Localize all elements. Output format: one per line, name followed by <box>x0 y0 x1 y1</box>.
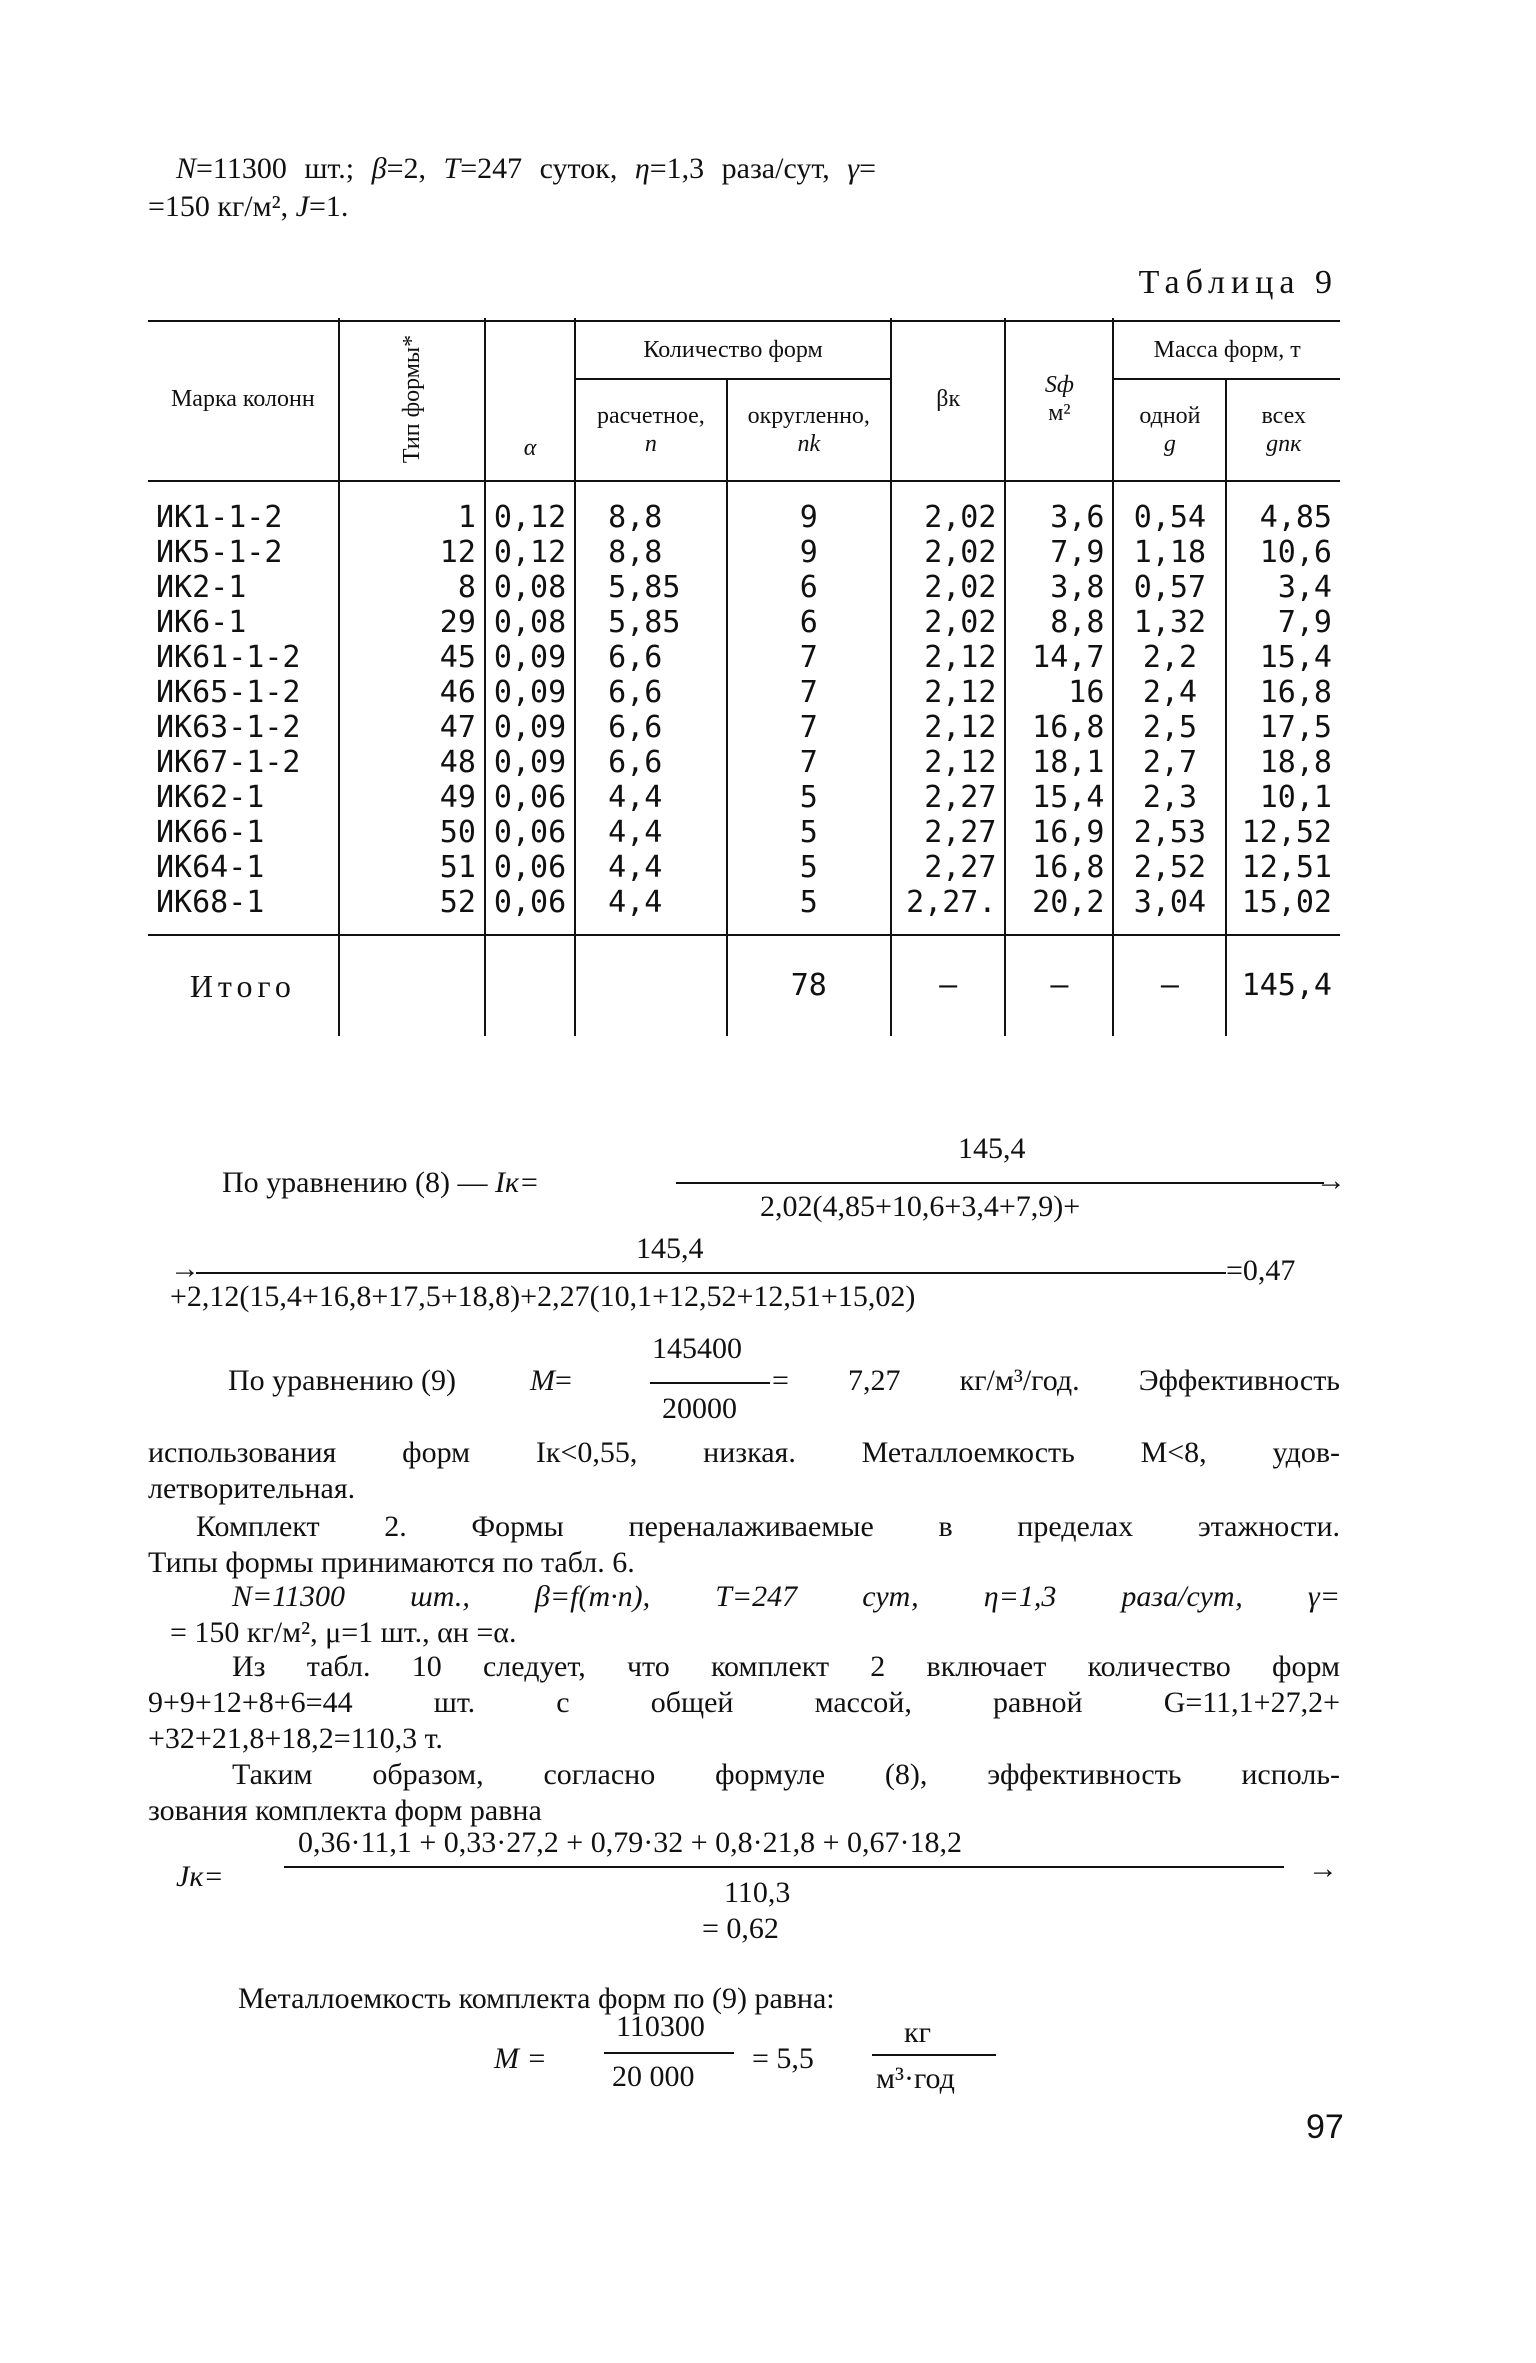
cell-s: 20,2 <box>1005 885 1113 920</box>
cell-all: 17,5 <box>1226 710 1340 745</box>
para2-line2: Типы формы принимаются по табл. 6. <box>148 1546 635 1579</box>
col-header-beta: βк <box>891 318 1005 481</box>
eq9-num: 145400 <box>652 1332 742 1365</box>
eq8-bar2 <box>196 1272 1226 1274</box>
cell-mark: ИК67-1-2 <box>156 745 301 780</box>
table-caption: Таблица 9 <box>1138 264 1338 301</box>
col-header-round <box>727 379 891 481</box>
eq8-den1: 2,02(4,85+10,6+3,4+7,9)+ <box>760 1190 1081 1223</box>
eqM-den: 20 000 <box>612 2060 695 2093</box>
eq8-num1: 145,4 <box>958 1132 1026 1165</box>
cell-one: 1,18 <box>1113 535 1226 570</box>
cell-alpha: 0,12 <box>485 535 575 570</box>
table-row <box>148 885 1340 920</box>
cell-beta: 2,12 <box>891 640 1005 675</box>
page-number: 97 <box>1306 2108 1344 2146</box>
para2-line1: Комплект 2. Формы переналаживаемые в пределах этажности. <box>196 1510 1340 1543</box>
cell-s: 8,8 <box>1005 605 1113 640</box>
cell-calc: 4,4 <box>575 780 726 815</box>
cell-s: 16 <box>1005 675 1113 710</box>
cell-round: 9 <box>727 535 891 570</box>
total-one: — <box>1113 935 1226 1036</box>
table-9 <box>148 318 1340 1036</box>
eqM-unit-num: кг <box>904 2016 931 2049</box>
cell-mark: ИК5-1-2 <box>156 535 283 570</box>
cell-round: 5 <box>727 885 891 920</box>
eq8-num2: 145,4 <box>636 1232 704 1265</box>
cell-round: 5 <box>727 815 891 850</box>
cell-calc: 6,6 <box>575 640 726 675</box>
col-header-round-sym: nk <box>797 431 821 457</box>
eqJ-lhs: Jк= <box>176 1860 224 1893</box>
cell-calc: 5,85 <box>575 605 726 640</box>
cell-calc: 5,85 <box>575 570 726 605</box>
para3-line1: Из табл. 10 следует, что комплект 2 включает количество форм <box>232 1650 1340 1683</box>
group-header-qty: Количество форм <box>575 318 891 379</box>
col-header-calc-label: расчетное, <box>596 403 705 429</box>
cell-one: 0,54 <box>1113 500 1226 535</box>
cell-mark: ИК66-1 <box>156 815 265 850</box>
table-row <box>148 500 1340 535</box>
cell-s: 16,8 <box>1005 850 1113 885</box>
col-header-all-label: всех <box>1261 403 1306 429</box>
eqM-unit-bar <box>872 2054 996 2056</box>
col-header-s-unit: м² <box>1048 400 1071 426</box>
table-row <box>148 850 1340 885</box>
cell-mark: ИК68-1 <box>156 885 265 920</box>
eqM-bar <box>604 2052 734 2054</box>
eqM-num: 110300 <box>616 2010 705 2043</box>
para4-line1: Таким образом, согласно формуле (8), эффективность исполь- <box>232 1758 1340 1791</box>
cell-one: 2,53 <box>1113 815 1226 850</box>
cell-mark: ИК1-1-2 <box>156 500 283 535</box>
eqM-unit-den: м³·год <box>876 2062 955 2095</box>
para3-line3: +32+21,8+18,2=110,3 т. <box>148 1722 443 1755</box>
col-header-all-sym: gnк <box>1266 431 1302 457</box>
intro-text: =11300 шт.; <box>196 152 372 185</box>
cell-type: 47 <box>339 710 485 745</box>
table-row <box>148 640 1340 675</box>
cell-alpha: 0,09 <box>485 675 575 710</box>
cell-alpha: 0,06 <box>485 815 575 850</box>
cell-alpha: 0,06 <box>485 780 575 815</box>
eqJ-arrow: → <box>1308 1852 1338 1885</box>
cell-all: 10,6 <box>1226 535 1340 570</box>
cell-one: 2,52 <box>1113 850 1226 885</box>
cell-s: 7,9 <box>1005 535 1113 570</box>
cell-all: 12,52 <box>1226 815 1340 850</box>
cell-type: 29 <box>339 605 485 640</box>
cell-round: 7 <box>727 745 891 780</box>
col-header-one-sym: g <box>1163 431 1176 457</box>
table-row <box>148 745 1340 780</box>
cell-type: 45 <box>339 640 485 675</box>
cell-mark: ИК64-1 <box>156 850 265 885</box>
cell-alpha: 0,06 <box>485 850 575 885</box>
cell-all: 7,9 <box>1226 605 1340 640</box>
eq8-prefix <box>222 1166 539 1200</box>
cell-s: 16,9 <box>1005 815 1113 850</box>
eq8-lhs: Iк= <box>495 1166 540 1199</box>
cell-s: 15,4 <box>1005 780 1113 815</box>
table-row <box>148 815 1340 850</box>
total-all: 145,4 <box>1226 935 1340 1036</box>
cell-round: 7 <box>727 640 891 675</box>
para3-line2: 9+9+12+8+6=44 шт. с общей массой, равной G=11,1+27,2+ <box>148 1686 1340 1719</box>
cell-beta: 2,27 <box>891 850 1005 885</box>
cell-beta: 2,12 <box>891 675 1005 710</box>
eq8-den2: +2,12(15,4+16,8+17,5+18,8)+2,27(10,1+12,52+12,51+15,02) <box>170 1280 916 1313</box>
table-body <box>148 481 1340 500</box>
cell-beta: 2,02 <box>891 570 1005 605</box>
intro-t: T <box>443 152 461 185</box>
cell-alpha: 0,09 <box>485 710 575 745</box>
eq9-lhs-wrap <box>530 1364 572 1398</box>
intro-text: =247 суток, <box>460 152 635 185</box>
cell-one: 1,32 <box>1113 605 1226 640</box>
group-header-mass: Масса форм, т <box>1113 318 1340 379</box>
para4-line2: зования комплекта форм равна <box>148 1794 542 1827</box>
eqJ-den: 110,3 <box>724 1876 791 1909</box>
cell-beta: 2,12 <box>891 710 1005 745</box>
cell-calc: 6,6 <box>575 710 726 745</box>
intro-j: J <box>295 190 309 223</box>
table-row <box>148 710 1340 745</box>
cell-alpha: 0,09 <box>485 745 575 780</box>
eq9-bar <box>650 1382 770 1384</box>
col-header-type <box>339 318 485 481</box>
cell-calc: 4,4 <box>575 815 726 850</box>
cell-type: 48 <box>339 745 485 780</box>
table-row <box>148 605 1340 640</box>
cell-mark: ИК62-1 <box>156 780 265 815</box>
cell-one: 2,5 <box>1113 710 1226 745</box>
cell-type: 12 <box>339 535 485 570</box>
cell-calc: 6,6 <box>575 675 726 710</box>
intro-text: =1. <box>308 190 349 223</box>
eq9-lhs: M <box>530 1364 555 1397</box>
col-header-s <box>1005 318 1113 481</box>
cell-round: 5 <box>727 850 891 885</box>
eqM-mid: = 5,5 <box>752 2042 814 2075</box>
intro-n: N <box>176 152 197 185</box>
col-header-all <box>1226 379 1340 481</box>
col-header-mark: Марка колонн <box>148 318 339 481</box>
cell-mark: ИК65-1-2 <box>156 675 301 710</box>
eq8-bar1 <box>676 1182 1324 1184</box>
col-header-calc-sym: n <box>644 431 657 457</box>
cell-calc: 8,8 <box>575 500 726 535</box>
eq9-prefix: По уравнению (9) <box>228 1364 457 1397</box>
col-header-round-label: округленно, <box>747 403 870 429</box>
cell-alpha: 0,08 <box>485 570 575 605</box>
eq9-tail: = 7,27 кг/м³/год. Эффективность <box>772 1364 1340 1397</box>
cell-calc: 8,8 <box>575 535 726 570</box>
cell-one: 2,7 <box>1113 745 1226 780</box>
cell-all: 15,4 <box>1226 640 1340 675</box>
cell-calc: 6,6 <box>575 745 726 780</box>
cell-one: 2,3 <box>1113 780 1226 815</box>
eq9-line <box>228 1364 456 1398</box>
cell-beta: 2,12 <box>891 745 1005 780</box>
cell-calc: 4,4 <box>575 885 726 920</box>
para2-line3: N=11300 шт., β=f(m·n), T=247 сут, η=1,3 раза/сут, γ= <box>232 1580 1340 1613</box>
cell-one: 2,2 <box>1113 640 1226 675</box>
eq8-result: =0,47 <box>1226 1254 1296 1287</box>
cell-all: 15,02 <box>1226 885 1340 920</box>
total-round: 78 <box>727 935 891 1036</box>
col-header-calc <box>575 379 726 481</box>
cell-mark: ИК61-1-2 <box>156 640 301 675</box>
intro-text: = <box>859 152 876 185</box>
col-header-one <box>1113 379 1226 481</box>
eqM-lhs: M = <box>494 2042 547 2075</box>
cell-alpha: 0,09 <box>485 640 575 675</box>
cell-type: 49 <box>339 780 485 815</box>
eqJ-bar <box>284 1866 1284 1868</box>
cell-all: 3,4 <box>1226 570 1340 605</box>
intro-beta: β <box>371 152 387 185</box>
eq8-prefix-text: По уравнению (8) — <box>222 1166 496 1199</box>
cell-alpha: 0,06 <box>485 885 575 920</box>
para2-line4: = 150 кг/м², μ=1 шт., αн =α. <box>170 1616 517 1649</box>
cell-type: 52 <box>339 885 485 920</box>
cell-calc: 4,4 <box>575 850 726 885</box>
cell-round: 7 <box>727 710 891 745</box>
cell-beta: 2,02 <box>891 500 1005 535</box>
cell-s: 3,8 <box>1005 570 1113 605</box>
cell-beta: 2,02 <box>891 605 1005 640</box>
table-rows <box>148 500 1340 920</box>
cell-type: 8 <box>339 570 485 605</box>
eq9-den: 20000 <box>662 1392 737 1425</box>
cell-round: 5 <box>727 780 891 815</box>
cell-beta: 2,27 <box>891 780 1005 815</box>
cell-beta: 2,27 <box>891 815 1005 850</box>
table-row <box>148 780 1340 815</box>
cell-alpha: 0,08 <box>485 605 575 640</box>
intro-line-2 <box>148 190 348 224</box>
cell-round: 9 <box>727 500 891 535</box>
intro-line-1 <box>176 152 1340 186</box>
col-header-one-label: одной <box>1139 403 1201 429</box>
table-row <box>148 675 1340 710</box>
cell-s: 14,7 <box>1005 640 1113 675</box>
cell-round: 7 <box>727 675 891 710</box>
cell-round: 6 <box>727 570 891 605</box>
cell-s: 16,8 <box>1005 710 1113 745</box>
cell-s: 3,6 <box>1005 500 1113 535</box>
cell-mark: ИК2-1 <box>156 570 247 605</box>
cell-all: 18,8 <box>1226 745 1340 780</box>
eq8-arrow2: → <box>170 1252 200 1285</box>
intro-text: =2, <box>386 152 444 185</box>
table-total <box>148 920 1340 1036</box>
intro-text: =150 кг/м², <box>148 190 296 223</box>
table-row <box>148 535 1340 570</box>
table-row <box>148 570 1340 605</box>
eq8-arrow1: → <box>1316 1164 1346 1197</box>
col-header-s-sym: Sф <box>1044 372 1074 398</box>
cell-alpha: 0,12 <box>485 500 575 535</box>
cell-beta: 2,27. <box>891 885 1005 920</box>
intro-eta: η <box>634 152 650 185</box>
eq9-eq: = <box>555 1364 572 1397</box>
cell-s: 18,1 <box>1005 745 1113 780</box>
cell-type: 1 <box>339 500 485 535</box>
total-beta: — <box>891 935 1005 1036</box>
eqJ-result: = 0,62 <box>702 1912 779 1945</box>
cell-mark: ИК63-1-2 <box>156 710 301 745</box>
para1-line2: летворительная. <box>148 1472 356 1505</box>
cell-mark: ИК6-1 <box>156 605 247 640</box>
cell-type: 46 <box>339 675 485 710</box>
cell-round: 6 <box>727 605 891 640</box>
intro-gamma: γ <box>847 152 860 185</box>
total-label: Итого <box>189 968 296 1004</box>
para1-line1: использования форм Iк<0,55, низкая. Металлоемкость M<8, удов- <box>148 1436 1340 1469</box>
cell-all: 12,51 <box>1226 850 1340 885</box>
cell-all: 16,8 <box>1226 675 1340 710</box>
cell-type: 51 <box>339 850 485 885</box>
cell-one: 3,04 <box>1113 885 1226 920</box>
col-header-type-label: Тип формы* <box>398 334 425 464</box>
cell-beta: 2,02 <box>891 535 1005 570</box>
cell-all: 10,1 <box>1226 780 1340 815</box>
cell-all: 4,85 <box>1226 500 1340 535</box>
col-header-alpha: α <box>485 318 575 481</box>
cell-one: 2,4 <box>1113 675 1226 710</box>
cell-one: 0,57 <box>1113 570 1226 605</box>
cell-type: 50 <box>339 815 485 850</box>
eqJ-num: 0,36·11,1 + 0,33·27,2 + 0,79·32 + 0,8·21,8 + 0,67·18,2 <box>298 1826 963 1859</box>
intro-text: =1,3 раза/сут, <box>649 152 848 185</box>
total-s: — <box>1005 935 1113 1036</box>
para5-line1: Металлоемкость комплекта форм по (9) равна: <box>238 1982 835 2015</box>
